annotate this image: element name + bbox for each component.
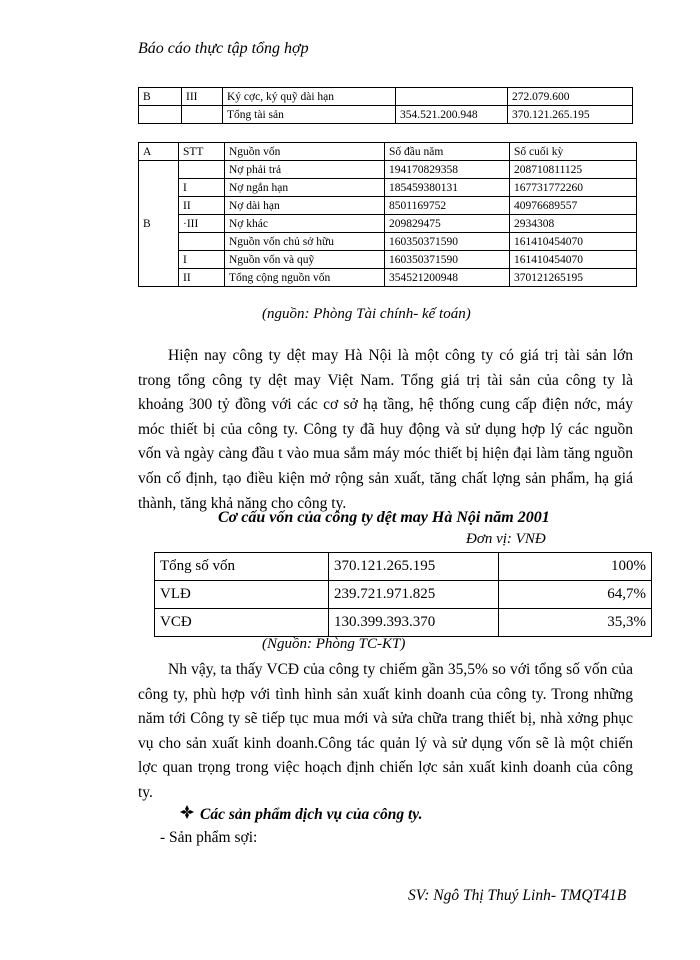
table-row — [139, 215, 637, 233]
unit-label: Đơn vị: VNĐ — [466, 531, 546, 547]
body-paragraph-1 — [138, 344, 633, 516]
table-cell: B — [139, 88, 182, 106]
table-header-cell: Số cuối kỳ — [510, 143, 637, 161]
table-cell: Nợ ngắn hạn — [225, 179, 385, 197]
table-cell: Tổng tài sản — [223, 106, 396, 124]
table-cell: Tổng số vốn — [155, 553, 329, 581]
table-row — [155, 609, 652, 637]
assets-table — [138, 87, 633, 124]
table-cell: III — [182, 88, 223, 106]
table-row — [139, 197, 637, 215]
table-cell: 370121265195 — [510, 269, 637, 287]
table-cell: 160350371590 — [385, 233, 510, 251]
table-cell: Nguồn vốn chủ sở hữu — [225, 233, 385, 251]
section-b-label: B — [139, 161, 179, 287]
table-cell: 370.121.265.195 — [508, 106, 633, 124]
table-cell: 40976689557 — [510, 197, 637, 215]
table-cell — [396, 88, 508, 106]
table-cell — [179, 161, 225, 179]
table-cell: 239.721.971.825 — [329, 581, 499, 609]
table-cell: 370.121.265.195 — [329, 553, 499, 581]
table-cell: 167731772260 — [510, 179, 637, 197]
table-source-note: (nguồn: Phòng Tài chính- kế toán) — [262, 306, 471, 322]
four-diamond-bullet-icon — [180, 805, 194, 824]
table-cell: 354.521.200.948 — [396, 106, 508, 124]
table-cell — [179, 233, 225, 251]
table-cell: 35,3% — [499, 609, 652, 637]
table-row — [139, 88, 633, 106]
table-cell: 8501169752 — [385, 197, 510, 215]
table-cell: Nợ phải trả — [225, 161, 385, 179]
table-cell: 209829475 — [385, 215, 510, 233]
table-cell: I — [179, 179, 225, 197]
table-header-cell: STT — [179, 143, 225, 161]
bullet-heading — [180, 805, 422, 824]
table-cell — [139, 106, 182, 124]
table-row — [139, 269, 637, 287]
table-row — [139, 161, 637, 179]
table-cell: 130.399.393.370 — [329, 609, 499, 637]
capital-sources-table — [138, 142, 637, 287]
table-header-cell: Nguồn vốn — [225, 143, 385, 161]
page-header-title: Báo cáo thực tập tổng hợp — [138, 40, 309, 57]
table-row — [155, 581, 652, 609]
page-footer: SV: Ngô Thị Thuý Linh- TMQT41B — [408, 887, 627, 904]
table-row — [139, 233, 637, 251]
table-cell: 272.079.600 — [508, 88, 633, 106]
table-cell: 208710811125 — [510, 161, 637, 179]
table-row — [139, 106, 633, 124]
table-cell: II — [179, 269, 225, 287]
table-header-row — [139, 143, 637, 161]
table-cell: 100% — [499, 553, 652, 581]
table-cell — [182, 106, 223, 124]
table-cell: II — [179, 197, 225, 215]
table-cell: 161410454070 — [510, 251, 637, 269]
table-cell: Nợ khác — [225, 215, 385, 233]
table-row — [139, 251, 637, 269]
table-cell: Ký cợc, ký quỹ dài hạn — [223, 88, 396, 106]
paragraph-text: Nh vậy, ta thấy VCĐ của công ty chiếm gần 35,5% so với tổng số vốn của công ty, phù hợp với tình hình sản xuất kinh doanh của công ty. Trong những năm tới Công ty sẽ tiếp tục mua mới và sửa chữa trang thiết bị, nhà xởng phục vụ cho sản xuất kinh doanh.Công tác quản lý và sử dụng vốn sẽ là một chiến lợc quan trọng trong việc hoạch định chiến lợc sản xuất kinh doanh của công ty. — [138, 661, 633, 801]
bullet-heading-text: Các sản phẩm dịch vụ của công ty. — [200, 806, 423, 823]
table-cell: VLĐ — [155, 581, 329, 609]
capital-structure-title: Cơ cấu vốn của công ty dệt may Hà Nội năm 2001 — [218, 509, 550, 526]
capital-table-source-note: (Nguồn: Phòng TC-KT) — [262, 636, 406, 652]
table-cell: 354521200948 — [385, 269, 510, 287]
table-cell: ·III — [179, 215, 225, 233]
table-cell: 160350371590 — [385, 251, 510, 269]
table-header-cell: Số đầu năm — [385, 143, 510, 161]
table-row — [139, 179, 637, 197]
section-a-label: A — [139, 143, 179, 161]
table-cell: VCĐ — [155, 609, 329, 637]
table-cell: 64,7% — [499, 581, 652, 609]
table-cell: Nợ dài hạn — [225, 197, 385, 215]
table-cell: I — [179, 251, 225, 269]
table-cell: 194170829358 — [385, 161, 510, 179]
table-cell: Tổng cộng nguồn vốn — [225, 269, 385, 287]
table-cell: 185459380131 — [385, 179, 510, 197]
table-cell: 2934308 — [510, 215, 637, 233]
capital-structure-table — [154, 552, 652, 637]
table-cell: Nguồn vốn và quỹ — [225, 251, 385, 269]
sub-item: - Sản phẩm sợi: — [160, 829, 258, 846]
body-paragraph-2 — [138, 658, 633, 806]
paragraph-text: Hiện nay công ty dệt may Hà Nội là một công ty có giá trị tài sản lớn trong tổng công ty dệt may Việt Nam. Tổng giá trị tài sản của công ty là khoảng 300 tỷ đồng với các cơ sở hạ tầng, hệ thống cung cấp điện nớc, máy móc thiết bị của công ty. Công ty đã huy động và sử dụng hợp lý các nguồn vốn và ngày càng đầu t vào mua sắm máy móc thiết bị hiện đại làm tăng nguồn vốn cố định, tạo điều kiện mở rộng sản xuất, tăng chất lợng sản phẩm, hạ giá thành, tăng khả năng cho công ty. — [138, 347, 633, 512]
table-cell: 161410454070 — [510, 233, 637, 251]
table-row — [155, 553, 652, 581]
